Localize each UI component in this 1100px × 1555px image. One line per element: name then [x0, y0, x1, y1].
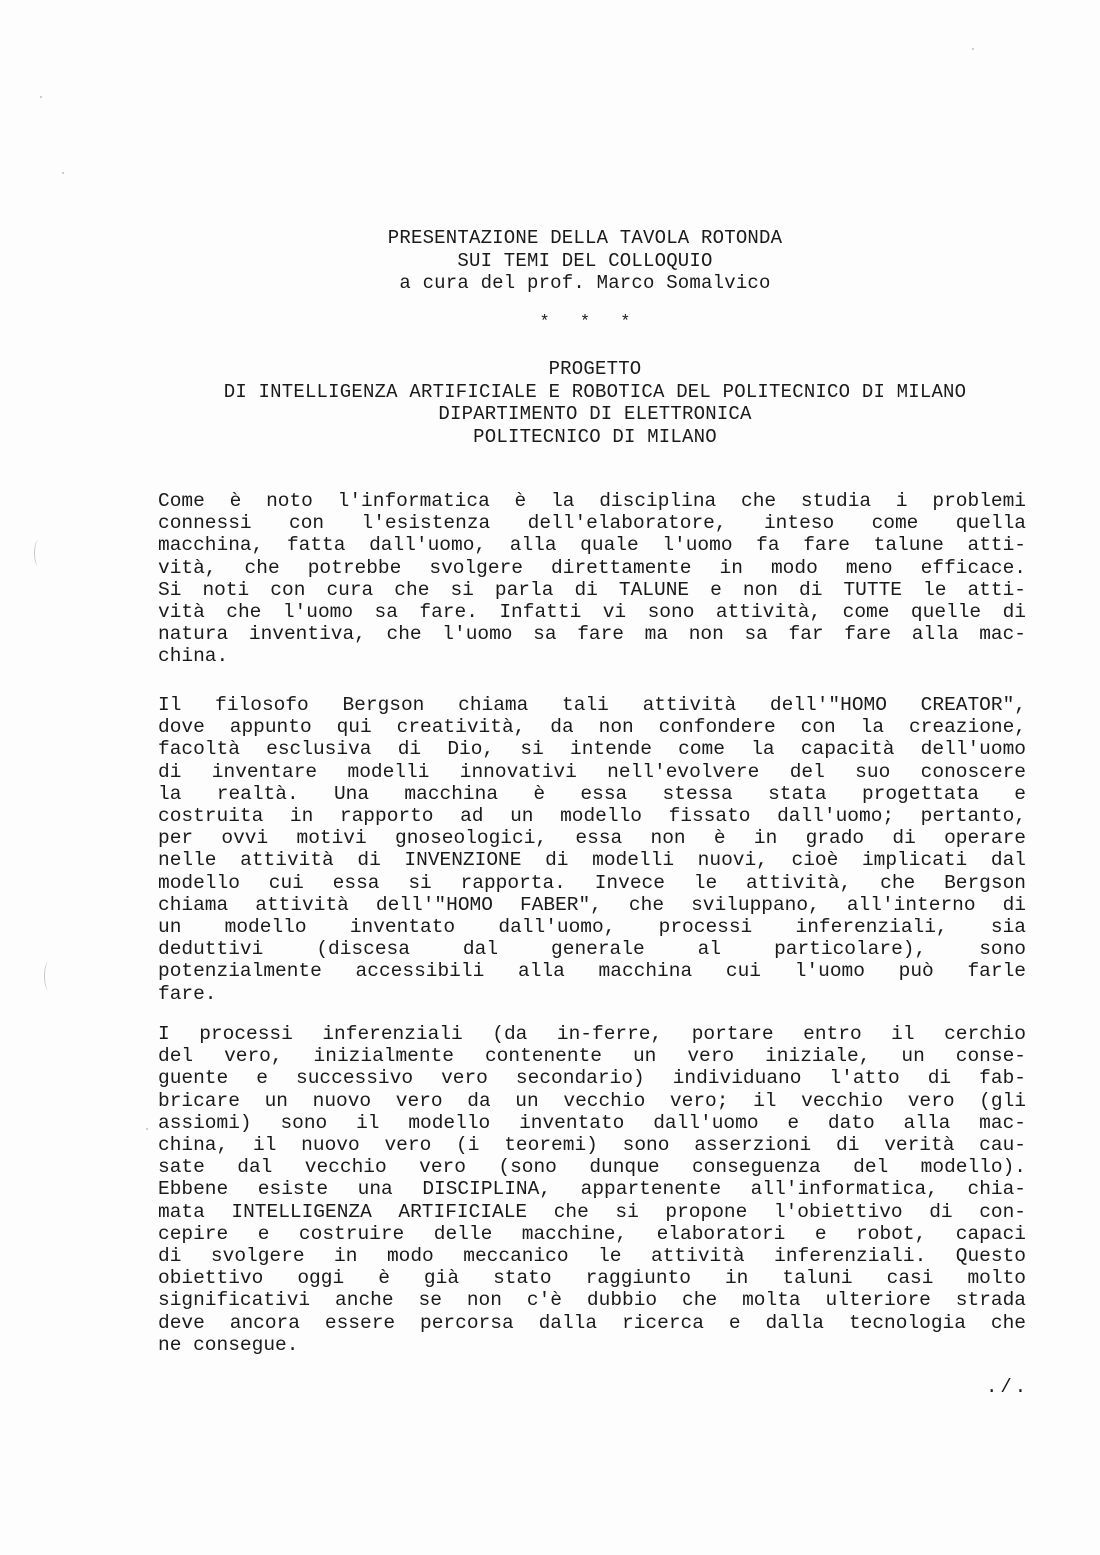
paragraph-line: potenzialmente accessibili alla macchina cui l'uomo può farle [158, 960, 1026, 983]
paragraph-line: di inventare modelli innovativi nell'evolvere del suo conoscere [158, 760, 1026, 783]
paragraph-line: chiama attività dell'"HOMO FABER", che sviluppano, all'interno di [158, 893, 1026, 916]
paragraph-line: del vero, inizialmente contenente un vero iniziale, un conse- [158, 1045, 1026, 1068]
paper-speck [972, 48, 974, 50]
project-title: PROGETTO [548, 358, 642, 380]
paper-speck [40, 96, 42, 98]
header-title: PRESENTAZIONE DELLA TAVOLA ROTONDA [387, 227, 783, 249]
body-paragraph [158, 1023, 1026, 1356]
paragraph-line: natura inventiva, che l'uomo sa fare ma non sa far fare alla mac- [158, 623, 1026, 646]
paragraph-line: vità che l'uomo sa fare. Infatti vi sono attività, come quelle di [158, 601, 1026, 624]
paragraph-line: di svolgere in modo meccanico le attività inferenziali. Questo [158, 1245, 1026, 1268]
paragraph-line: significativi anche se non c'è dubbio che molta ulteriore strada [158, 1289, 1026, 1312]
paragraph-line: Ebbene esiste una DISCIPLINA, appartenente all'informatica, chia- [158, 1178, 1026, 1201]
paragraph-line: cepire e costruire delle macchine, elaboratori e robot, capaci [158, 1222, 1026, 1245]
page-continuation-mark: ./. [986, 1376, 1030, 1398]
institution-name: POLITECNICO DI MILANO [473, 425, 717, 448]
paragraph-line: china, il nuovo vero (i teoremi) sono asserzioni di verità cau- [158, 1134, 1026, 1157]
paragraph-line: un modello inventato dall'uomo, processi inferenziali, sia [158, 916, 1026, 939]
paragraph-line: macchina, fatta dall'uomo, alla quale l'uomo fa fare talune atti- [158, 534, 1026, 557]
paragraph-line: costruita in rapporto ad un modello fissato dall'uomo; pertanto, [158, 805, 1026, 828]
paragraph-line: obiettivo oggi è già stato raggiunto in taluni casi molto [158, 1267, 1026, 1290]
paragraph-line: deve ancora essere percorsa dalla ricerca e dalla tecnologia che [158, 1311, 1026, 1334]
paper-speck [146, 1128, 148, 1130]
paragraph-line: ne consegue. [158, 1333, 299, 1356]
paragraph-line: bricare un nuovo vero da un vecchio vero; il vecchio vero (gli [158, 1089, 1026, 1112]
paragraph-line: I processi inferenziali (da in-ferre, portare entro il cerchio [158, 1023, 1026, 1045]
paragraph-line: vità, che potrebbe svolgere direttamente in modo meno efficace. [158, 556, 1026, 579]
hole-punch-mark [34, 540, 43, 566]
header-subtitle: SUI TEMI DEL COLLOQUIO [457, 249, 713, 272]
paragraph-line: assiomi) sono il modello inventato dall'uomo e dato alla mac- [158, 1111, 1026, 1134]
body-paragraph [158, 694, 1026, 1005]
department-name: DIPARTIMENTO DI ELETTRONICA [438, 403, 752, 425]
paragraph-line: dove appunto qui creatività, da non confondere con la creazione, [158, 716, 1026, 739]
paragraph-line: guente e successivo vero secondario) individuano l'atto di fab- [158, 1067, 1026, 1090]
paragraph-line: deduttivi (discesa dal generale al particolare), sono [158, 938, 1026, 961]
paragraph-line: modello cui essa si rapporta. Invece le attività, che Bergson [158, 871, 1026, 894]
paragraph-line: mata INTELLIGENZA ARTIFICIALE che si propone l'obiettivo di con- [158, 1200, 1026, 1223]
paragraph-line: Il filosofo Bergson chiama tali attività dell'"HOMO CREATOR", [158, 694, 1026, 716]
project-heading [45, 358, 1100, 448]
paragraph-line: per ovvi motivi gnoseologici, essa non è in grado di operare [158, 827, 1026, 850]
paragraph-line: fare. [158, 982, 217, 1005]
paragraph-line: Come è noto l'informatica è la disciplina che studia i problemi [158, 490, 1026, 512]
paragraph-line: connessi con l'esistenza dell'elaboratore, inteso come quella [158, 512, 1026, 535]
project-subtitle: DI INTELLIGENZA ARTIFICIALE E ROBOTICA DEL POLITECNICO DI MILANO [223, 380, 967, 403]
paragraph-line: facoltà esclusiva di Dio, si intende come la capacità dell'uomo [158, 738, 1026, 761]
document-header [35, 227, 1100, 295]
paragraph-line: Si noti con cura che si parla di TALUNE e non di TUTTE le atti- [158, 578, 1026, 601]
paragraph-line: china. [158, 645, 229, 668]
header-author: a cura del prof. Marco Somalvico [399, 272, 771, 294]
separator-stars: * * * [539, 313, 641, 332]
paragraph-line: nelle attività di INVENZIONE di modelli nuovi, cioè implicati dal [158, 849, 1026, 872]
hole-punch-mark [44, 962, 53, 990]
paragraph-line: la realtà. Una macchina è essa stessa stata progettata e [158, 782, 1026, 805]
body-paragraph [158, 490, 1026, 668]
paper-speck [62, 172, 64, 174]
paragraph-line: sate dal vecchio vero (sono dunque conseguenza del modello). [158, 1156, 1026, 1179]
